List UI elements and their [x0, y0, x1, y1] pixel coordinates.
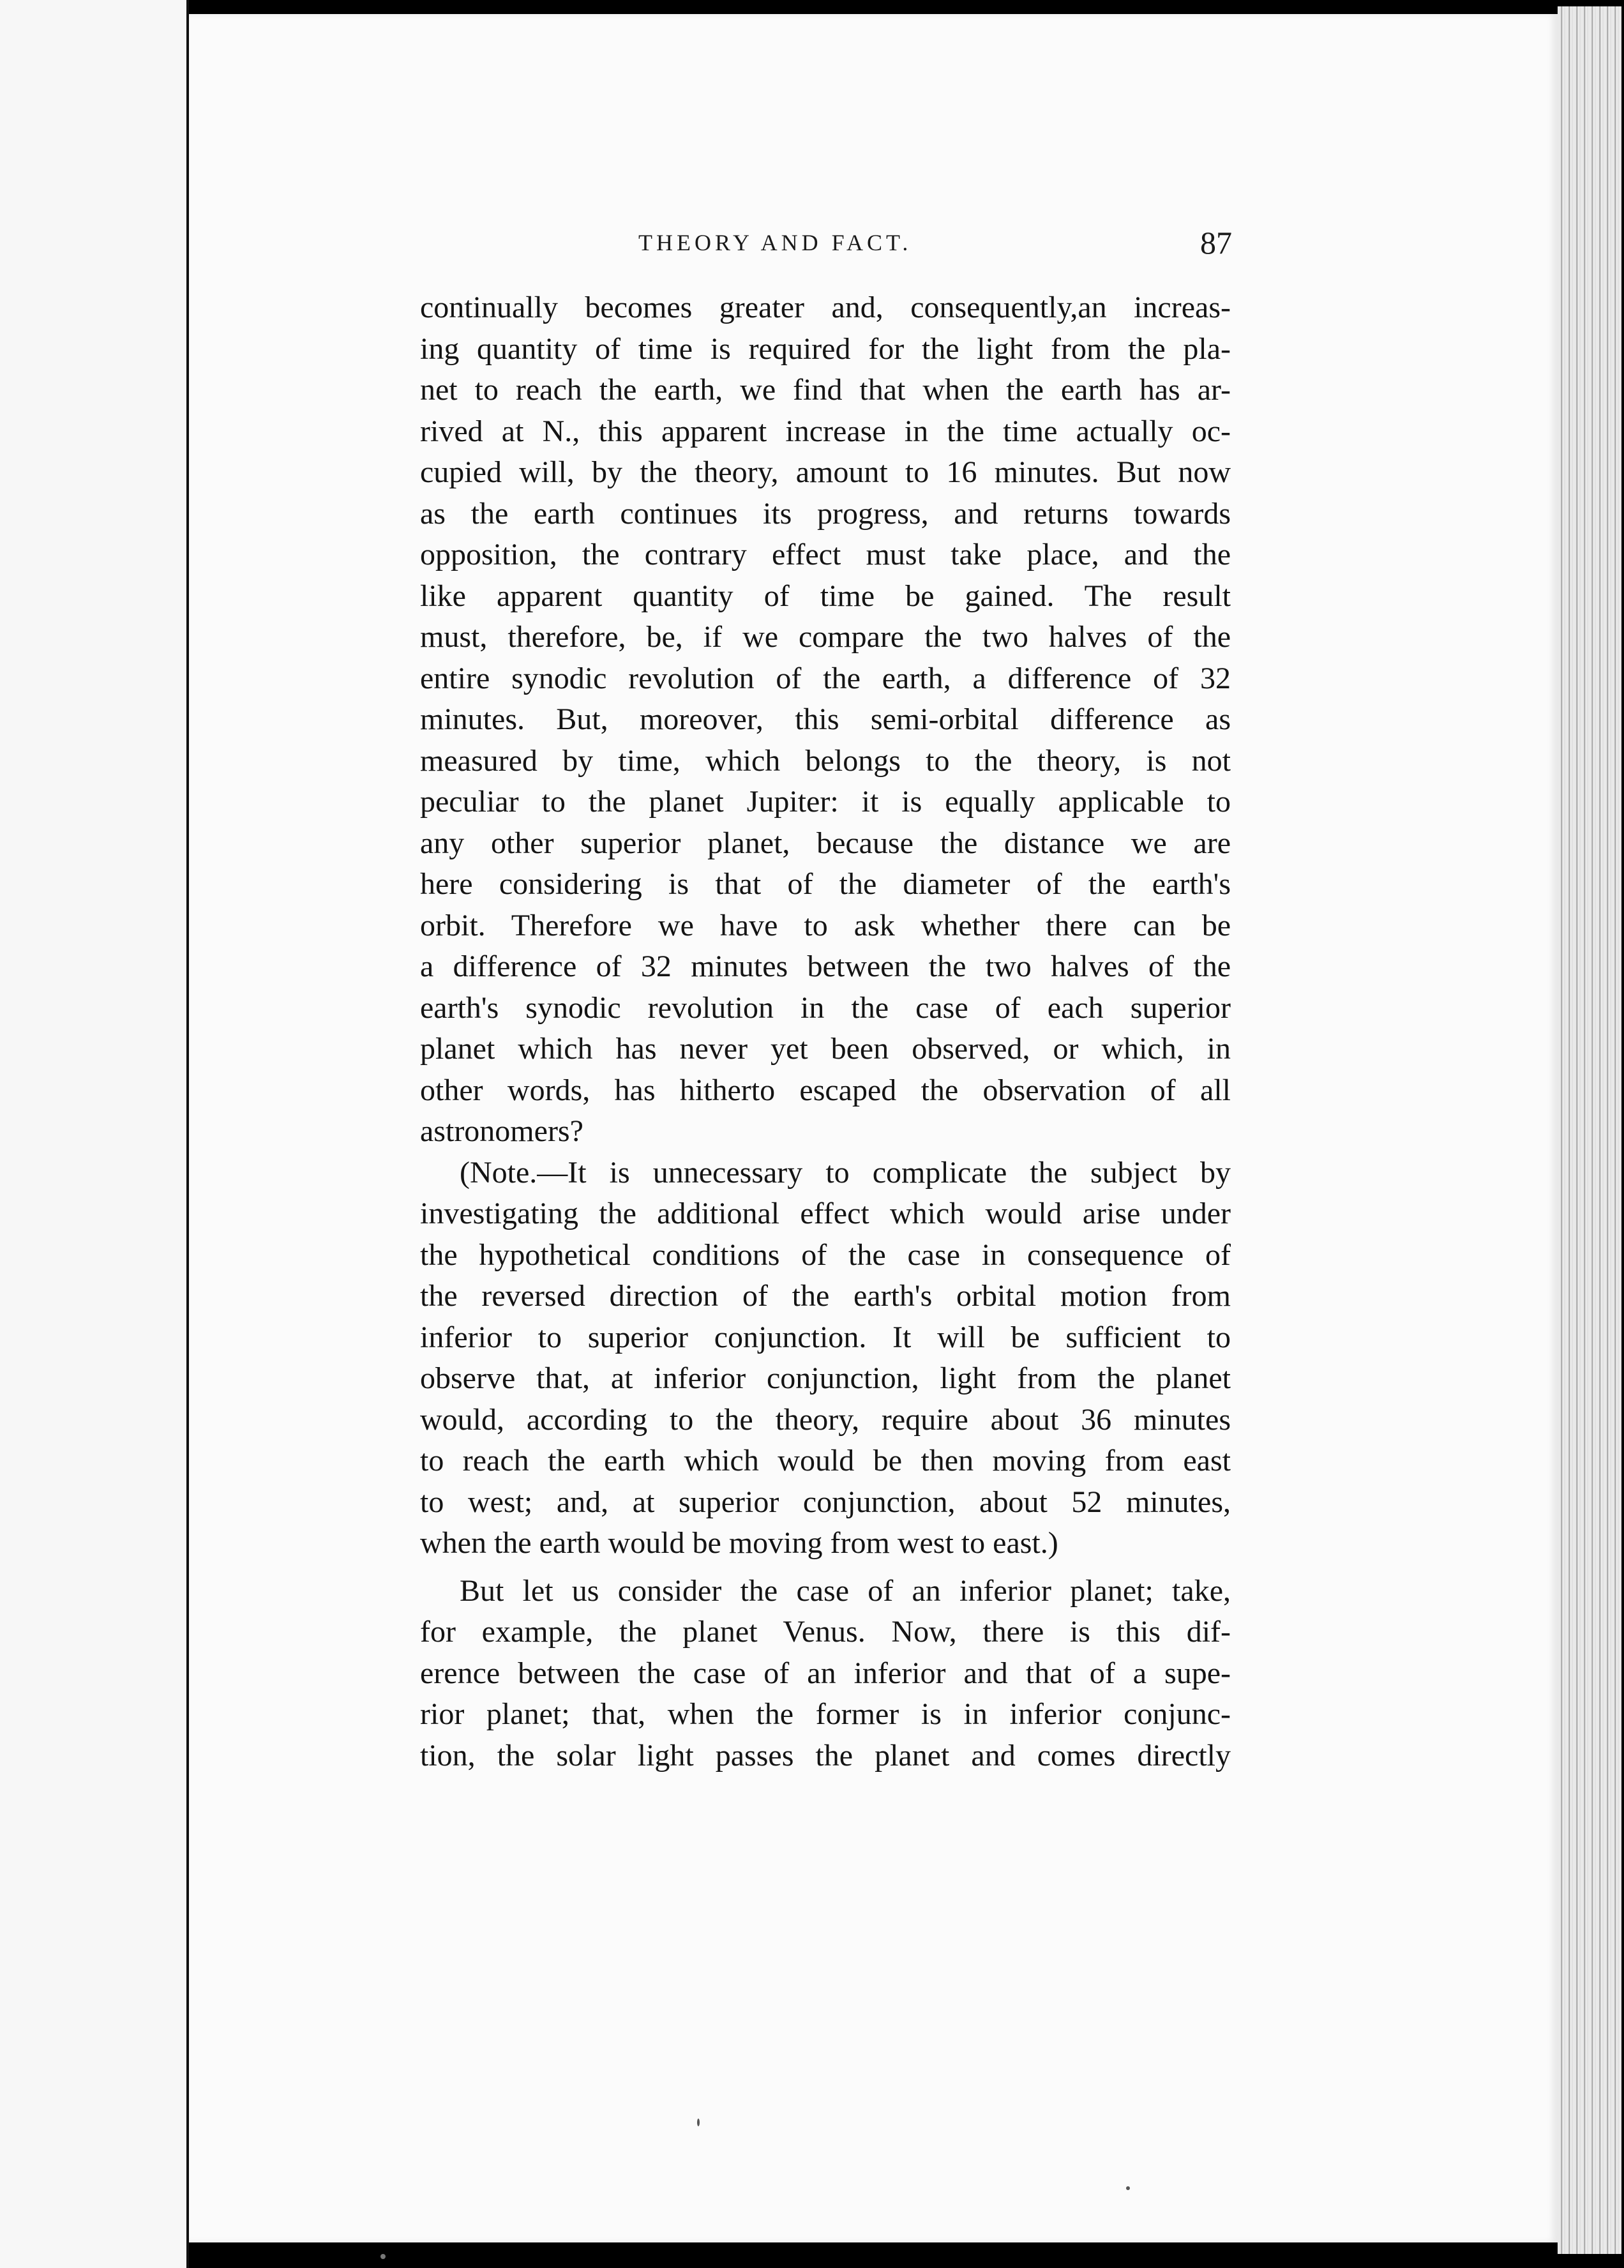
text-line: ing quantity of time is required for the light from the pla- [420, 331, 1231, 366]
text-line: as the earth continues its progress, and returns towards [420, 496, 1231, 531]
text-line: tion, the solar light passes the planet and comes directly [420, 1738, 1231, 1773]
text-line: when the earth would be moving from west to east.) [420, 1526, 1058, 1560]
text-line: rived at N., this apparent increase in the time actually oc- [420, 414, 1231, 448]
text-line: to west; and, at superior conjunction, about 52 minutes, [420, 1485, 1231, 1519]
text-line: erence between the case of an inferior and that of a supe- [420, 1656, 1231, 1690]
text-line: entire synodic revolution of the earth, a difference of 32 [420, 661, 1231, 695]
text-line: planet which has never yet been observed, or which, in [420, 1032, 1231, 1066]
text-line: (Note.—It is unnecessary to complicate the subject by [460, 1155, 1231, 1190]
text-line: other words, has hitherto escaped the observation of all [420, 1073, 1231, 1107]
body-text [420, 287, 1231, 1776]
text-line: the hypothetical conditions of the case in consequence of [420, 1237, 1231, 1272]
paragraph-gap [420, 1564, 1231, 1571]
text-line: investigating the additional effect which would arise under [420, 1197, 1231, 1230]
text-line: continually becomes greater and, consequently,an increas- [420, 291, 1231, 324]
text-line: the reversed direction of the earth's orbital motion from [420, 1279, 1231, 1313]
page-stack-edge [1558, 6, 1621, 2254]
facing-page-edge [0, 0, 186, 2268]
scan-speck [1126, 2186, 1130, 2190]
text-line: here considering is that of the diameter of the earth's [420, 867, 1231, 901]
scan-speck [697, 2119, 700, 2126]
text-line: to reach the earth which would be then moving from east [420, 1444, 1231, 1478]
text-line: earth's synodic revolution in the case of each superior [420, 990, 1231, 1025]
page-number: 87 [1200, 225, 1232, 261]
text-line: cupied will, by the theory, amount to 16 minutes. But now [420, 455, 1231, 489]
text-line: opposition, the contrary effect must take place, and the [420, 538, 1231, 571]
text-line: must, therefore, be, if we compare the two halves of the [420, 620, 1231, 654]
text-line: would, according to the theory, require about 36 minutes [420, 1402, 1231, 1437]
running-head: THEORY AND FACT. [638, 230, 912, 255]
text-line: orbit. Therefore we have to ask whether there can be [420, 908, 1231, 942]
text-line: rior planet; that, when the former is in inferior conjunc- [420, 1697, 1231, 1731]
text-line: a difference of 32 minutes between the two halves of the [420, 949, 1231, 983]
text-line: But let us consider the case of an inferior planet; take, [460, 1573, 1231, 1608]
text-line: measured by time, which belongs to the theory, is not [420, 743, 1231, 778]
text-line: inferior to superior conjunction. It will be sufficient to [420, 1320, 1231, 1354]
text-line: observe that, at inferior conjunction, light from the planet [420, 1361, 1231, 1395]
text-line: peculiar to the planet Jupiter: it is equally applicable to [420, 785, 1231, 819]
text-line: astronomers? [420, 1114, 583, 1148]
text-line: any other superior planet, because the distance we are [420, 826, 1231, 860]
scan-speck [380, 2254, 386, 2259]
text-line: for example, the planet Venus. Now, there is this dif- [420, 1615, 1231, 1649]
text-line: like apparent quantity of time be gained. The result [420, 578, 1231, 613]
text-line: minutes. But, moreover, this semi-orbital difference as [420, 702, 1231, 736]
text-line: net to reach the earth, we find that when the earth has ar- [420, 373, 1231, 407]
